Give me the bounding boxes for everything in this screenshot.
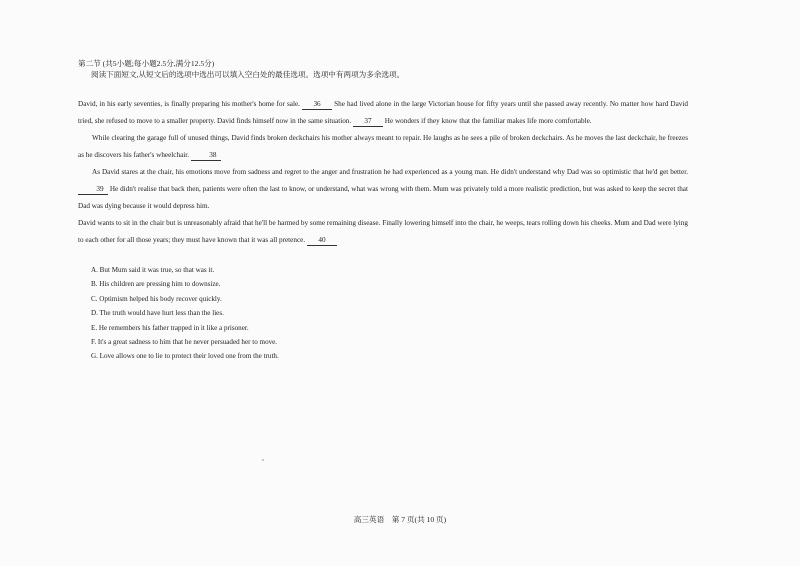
page-footer: 高三英语 第 7 页(共 10 页) (353, 515, 447, 524)
passage-text: He didn't realise that back then, patients were often the last to know, or understand, what was wrong with them. Mum was privately told a more realistic prediction, but was asked to keep the secret that Dad was dying because it would depress him. (78, 185, 688, 210)
passage-text: David wants to sit in the chair but is unreasonably afraid that he'll be harmed by some remaining disease. Finally lowering himself into the chair, he weeps, tears rolling down his cheeks. Mum and Dad were lying to each other for all those years; they must have known that it was all pretence. (78, 219, 688, 244)
blank-37: 37 (353, 117, 383, 127)
option-b: B. His children are pressing him to downsize. (91, 280, 221, 289)
passage-text: She had lived alone in the large Victorian house for fifty years until she passed away recently. No matter how hard David tried, she refused to move to a smaller property. David finds himself now in the same situation. (78, 100, 688, 125)
exam-section (78, 58, 688, 364)
option-g: G. Love allows one to lie to protect their loved one from the truth. (91, 352, 279, 361)
passage-text: David, in his early seventies, is finally preparing his mother's home for sale. (78, 100, 303, 108)
reading-passage (78, 96, 688, 249)
option-f: F. It's a great sadness to him that he never persuaded her to move. (91, 338, 278, 347)
option-a: A. But Mum said it was true, so that was it. (91, 266, 215, 274)
option-e: E. He remembers his father trapped in it like a prisoner. (91, 323, 249, 332)
passage-text: He wonders if they know that the familiar makes life more comfortable. (383, 117, 592, 125)
option-d: D. The truth would have hurt less than the lies. (91, 309, 224, 318)
blank-38: 38 (191, 151, 221, 161)
passage-text: As David stares at the chair, his emotions move from sadness and regret to the anger and frustration he had experienced as a young man. He didn't understand why Dad was so optimistic that he'd get better. (92, 168, 688, 176)
passage-paragraph-3 (78, 164, 688, 215)
passage-paragraph-4 (78, 215, 688, 249)
passage-text: While clearing the garage full of unused things, David finds broken deckchairs his mother always meant to repair. He laughs as he sees a pile of broken deckchairs. As he moves the last deckchair, he freezes as he discovers his father's wheelchair. (78, 134, 688, 159)
answer-options (91, 263, 688, 364)
section-instructions: 阅读下面短文,从短文后的选项中选出可以填入空白处的最佳选项。选项中有两项为多余选项。 (91, 70, 405, 79)
passage-paragraph-2 (78, 130, 688, 164)
scan-speck (262, 459, 264, 461)
blank-36: 36 (302, 100, 332, 110)
blank-40: 40 (307, 236, 337, 246)
passage-paragraph-1 (78, 96, 688, 130)
option-c: C. Optimism helped his body recover quickly. (91, 294, 222, 303)
section-title: 第二节 (共5小题;每小题2.5分,满分12.5分) (78, 59, 215, 68)
blank-39: 39 (78, 185, 108, 195)
